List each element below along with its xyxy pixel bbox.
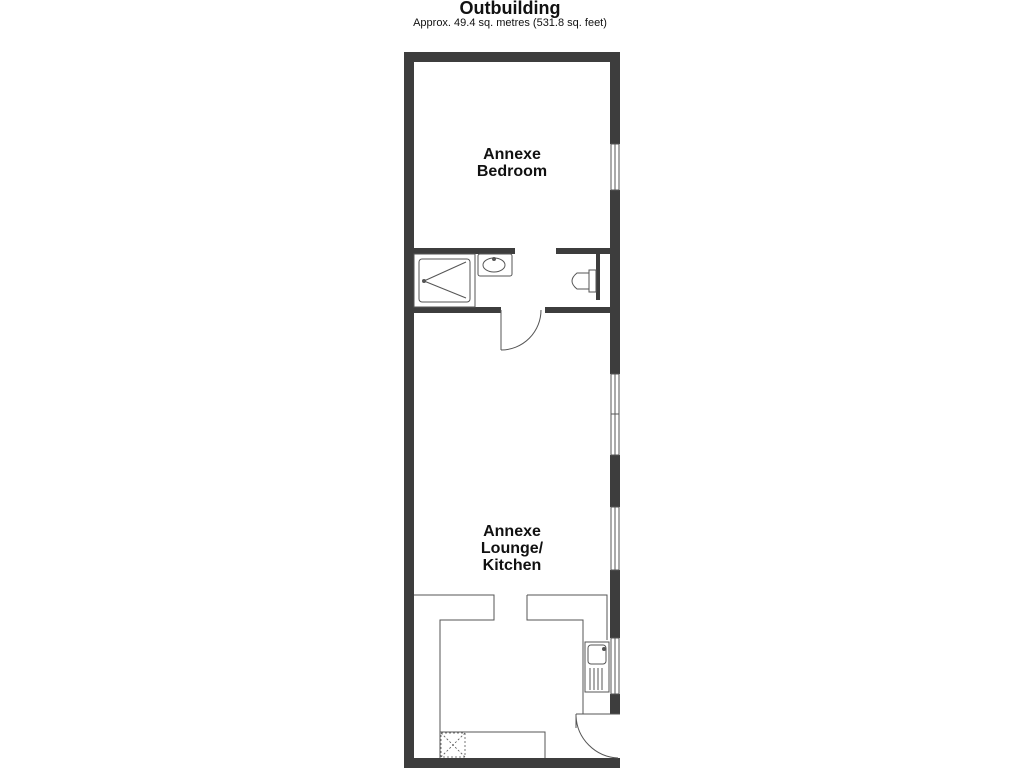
wall-right-5	[610, 694, 620, 714]
wall-left	[404, 52, 414, 768]
shower-tray	[414, 254, 475, 307]
wall-bedroom-bath-left	[414, 248, 515, 254]
wall-right-1	[610, 52, 620, 144]
room-label-lounge-line3: Kitchen	[482, 557, 542, 574]
room-label-lounge-line1: Annexe	[483, 523, 541, 540]
wash-basin	[478, 254, 512, 276]
wall-bath-lounge-left	[414, 307, 501, 313]
wall-bottom	[404, 758, 620, 768]
room-label-lounge	[452, 523, 572, 574]
wall-top	[404, 52, 620, 62]
kitchen-units	[414, 595, 607, 758]
room-label-bedroom	[452, 146, 572, 180]
kitchen-sink	[585, 642, 609, 692]
cooker-hob	[441, 733, 465, 757]
bathroom-door	[501, 310, 541, 350]
external-door	[576, 714, 620, 758]
wall-bath-lounge-right	[545, 307, 610, 313]
wall-right-2	[610, 190, 620, 374]
plan-area: Approx. 49.4 sq. metres (531.8 sq. feet)	[413, 17, 607, 29]
wall-right-4	[610, 570, 620, 638]
room-label-bedroom-line2: Bedroom	[476, 163, 548, 180]
wall-bedroom-bath-right	[556, 248, 610, 254]
toilet	[572, 270, 596, 292]
plan-title: Outbuilding	[459, 0, 561, 18]
room-label-lounge-line2: Lounge/	[480, 540, 544, 557]
wall-wc-partition	[596, 254, 600, 300]
room-label-bedroom-line1: Annexe	[483, 146, 541, 163]
wall-right-3	[610, 455, 620, 507]
